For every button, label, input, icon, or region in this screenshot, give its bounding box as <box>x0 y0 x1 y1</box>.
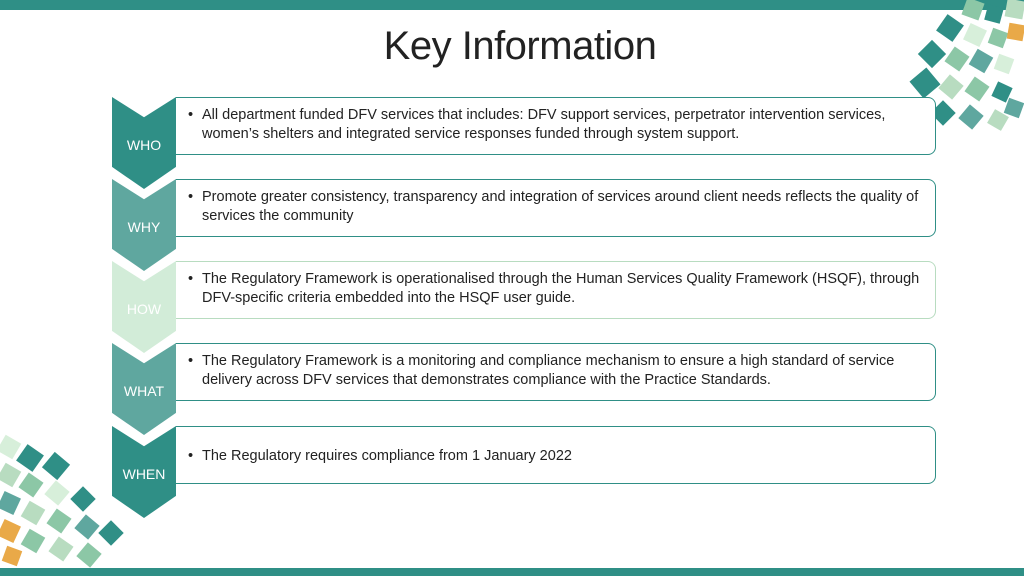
row-when <box>112 426 938 518</box>
label-what: WHAT <box>123 383 165 399</box>
bullet-icon: • <box>188 353 194 369</box>
bullet-icon: • <box>188 271 194 287</box>
info-text-who: All department funded DFV services that includes: DFV support services, perpetrator intervention services, women’s shelters and integrated service responses funded through system support. <box>202 107 886 142</box>
row-who <box>112 97 938 189</box>
top-accent-bar <box>0 0 1024 10</box>
info-text-how: The Regulatory Framework is operationalised through the Human Services Quality Framework (HSQF), through DFV-specific criteria embedded into the HSQF user guide. <box>202 271 920 306</box>
label-how: HOW <box>126 301 162 317</box>
row-how <box>112 261 938 353</box>
info-text-why: Promote greater consistency, transparency and integration of services around client needs reflects the quality of services the community <box>202 189 919 224</box>
info-box-how <box>176 261 936 319</box>
row-what <box>112 343 938 435</box>
bottom-accent-bar <box>0 568 1024 576</box>
bullet-icon: • <box>188 448 194 464</box>
info-box-why <box>176 179 936 237</box>
label-who: WHO <box>126 137 162 153</box>
bullet-icon: • <box>188 189 194 205</box>
info-text-what: The Regulatory Framework is a monitoring and compliance mechanism to ensure a high standard of service delivery across DFV services that demonstrates compliance with the Practice Standards. <box>202 353 895 388</box>
info-box-when <box>176 426 936 484</box>
bullet-icon: • <box>188 107 194 123</box>
label-when: WHEN <box>122 466 166 482</box>
row-why <box>112 179 938 271</box>
info-box-what <box>176 343 936 401</box>
slide-title: Key Information <box>383 24 657 68</box>
info-box-who <box>176 97 936 155</box>
info-text-when: The Regulatory requires compliance from 1 January 2022 <box>202 448 572 464</box>
label-why: WHY <box>127 219 161 235</box>
